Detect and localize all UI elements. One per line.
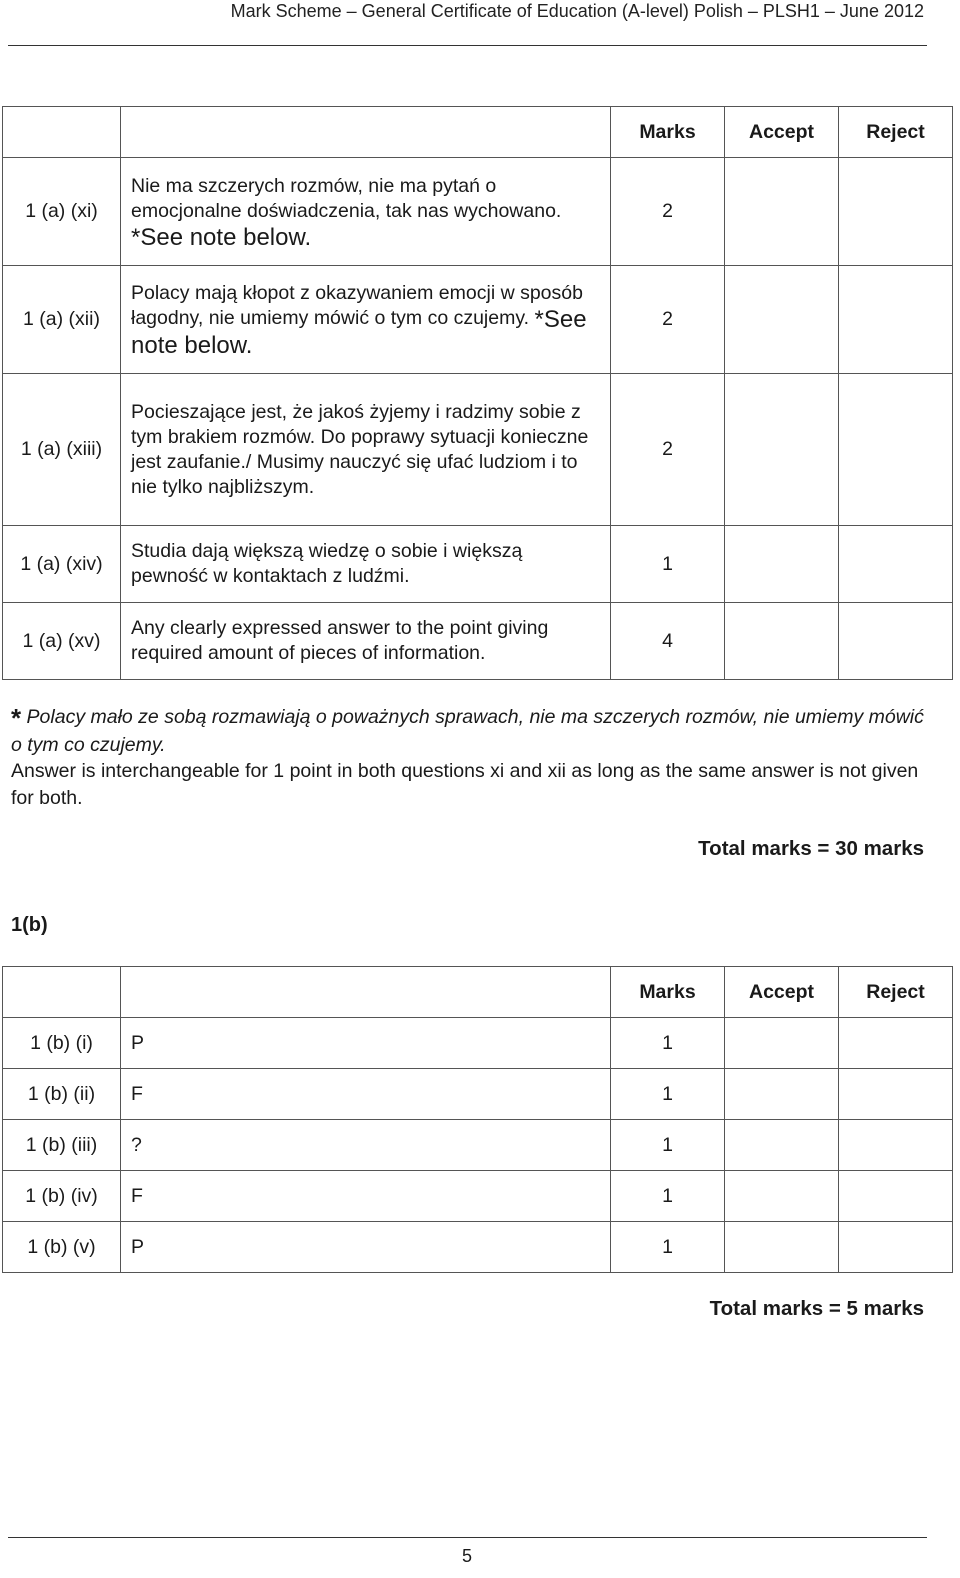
marks-header: Marks — [611, 107, 725, 158]
footnote — [11, 704, 931, 811]
reject-cell — [839, 1120, 953, 1171]
question-id: 1 (a) (xv) — [3, 603, 121, 680]
mark-table-a — [2, 106, 953, 680]
table-b-header-row — [3, 967, 953, 1018]
table-row — [3, 1018, 953, 1069]
marks-cell: 1 — [611, 526, 725, 603]
table-row — [3, 526, 953, 603]
reject-cell — [839, 158, 953, 266]
footer-rule — [8, 1537, 927, 1538]
footnote-polish-text: Polacy mało ze sobą rozmawiają o poważnych sprawach, nie ma szczerych rozmów, nie umiemy mówić o tym co czujemy. — [11, 706, 924, 756]
mark-table-b — [2, 966, 953, 1273]
accept-cell — [725, 1171, 839, 1222]
reject-cell — [839, 603, 953, 680]
answer-cell: F — [121, 1171, 611, 1222]
footnote-polish — [11, 704, 931, 758]
answer-cell — [121, 266, 611, 374]
header-blank-cell — [121, 107, 611, 158]
header-blank-cell — [3, 107, 121, 158]
marks-cell: 1 — [611, 1171, 725, 1222]
question-id: 1 (a) (xi) — [3, 158, 121, 266]
table-row — [3, 266, 953, 374]
header-blank-cell — [3, 967, 121, 1018]
question-id: 1 (a) (xiii) — [3, 374, 121, 526]
answer-text: Nie ma szczerych rozmów, nie ma pytań o emocjonalne doświadczenia, tak nas wychowano. — [131, 174, 562, 222]
answer-cell: ? — [121, 1120, 611, 1171]
reject-cell — [839, 374, 953, 526]
table-row — [3, 1171, 953, 1222]
accept-cell — [725, 603, 839, 680]
table-row — [3, 1120, 953, 1171]
reject-cell — [839, 1069, 953, 1120]
question-id: 1 (b) (iv) — [3, 1171, 121, 1222]
marks-header: Marks — [611, 967, 725, 1018]
question-id: 1 (b) (i) — [3, 1018, 121, 1069]
footnote-english: Answer is interchangeable for 1 point in both questions xi and xii as long as the same answer is not given for both. — [11, 760, 919, 809]
note-reference: *See note below. — [131, 223, 312, 251]
marks-cell: 1 — [611, 1069, 725, 1120]
table-row — [3, 603, 953, 680]
accept-cell — [725, 266, 839, 374]
marks-cell: 2 — [611, 158, 725, 266]
table-row — [3, 1069, 953, 1120]
table-row — [3, 158, 953, 266]
total-marks-a: Total marks = 30 marks — [698, 837, 924, 860]
marks-cell: 1 — [611, 1222, 725, 1273]
accept-header: Accept — [725, 107, 839, 158]
table-a-header-row — [3, 107, 953, 158]
header-rule — [8, 45, 927, 46]
marks-cell: 1 — [611, 1018, 725, 1069]
question-id: 1 (b) (v) — [3, 1222, 121, 1273]
reject-cell — [839, 1222, 953, 1273]
reject-header: Reject — [839, 107, 953, 158]
answer-cell — [121, 158, 611, 266]
total-marks-b: Total marks = 5 marks — [709, 1297, 924, 1320]
accept-header: Accept — [725, 967, 839, 1018]
note-reference: *See note below. — [131, 306, 587, 359]
page-header: Mark Scheme – General Certificate of Education (A-level) Polish – PLSH1 – June 2012 — [230, 1, 924, 21]
answer-cell: F — [121, 1069, 611, 1120]
answer-cell: P — [121, 1222, 611, 1273]
accept-cell — [725, 374, 839, 526]
answer-cell: Pocieszające jest, że jakoś żyjemy i radzimy sobie z tym brakiem rozmów. Do poprawy sytuacji konieczne jest zaufanie./ Musimy nauczyć się ufać ludziom i to nie tylko najbliższym. — [121, 374, 611, 526]
marks-cell: 1 — [611, 1120, 725, 1171]
answer-cell: Any clearly expressed answer to the point giving required amount of pieces of information. — [121, 603, 611, 680]
accept-cell — [725, 158, 839, 266]
accept-cell — [725, 1120, 839, 1171]
reject-cell — [839, 266, 953, 374]
question-id: 1 (b) (iii) — [3, 1120, 121, 1171]
question-id: 1 (a) (xiv) — [3, 526, 121, 603]
table-row — [3, 1222, 953, 1273]
footnote-star: * — [11, 703, 22, 733]
reject-cell — [839, 1018, 953, 1069]
accept-cell — [725, 1069, 839, 1120]
accept-cell — [725, 526, 839, 603]
section-label-1b: 1(b) — [11, 914, 48, 936]
marks-cell: 2 — [611, 374, 725, 526]
question-id: 1 (b) (ii) — [3, 1069, 121, 1120]
reject-header: Reject — [839, 967, 953, 1018]
reject-cell — [839, 526, 953, 603]
table-row — [3, 374, 953, 526]
accept-cell — [725, 1222, 839, 1273]
marks-cell: 4 — [611, 603, 725, 680]
reject-cell — [839, 1171, 953, 1222]
accept-cell — [725, 1018, 839, 1069]
answer-cell: P — [121, 1018, 611, 1069]
header-blank-cell — [121, 967, 611, 1018]
page-number: 5 — [461, 1546, 472, 1566]
question-id: 1 (a) (xii) — [3, 266, 121, 374]
answer-text: Polacy mają kłopot z okazywaniem emocji w sposób łagodny, nie umiemy mówić o tym co czujemy. — [131, 282, 583, 329]
answer-cell: Studia dają większą wiedzę o sobie i większą pewność w kontaktach z ludźmi. — [121, 526, 611, 603]
marks-cell: 2 — [611, 266, 725, 374]
